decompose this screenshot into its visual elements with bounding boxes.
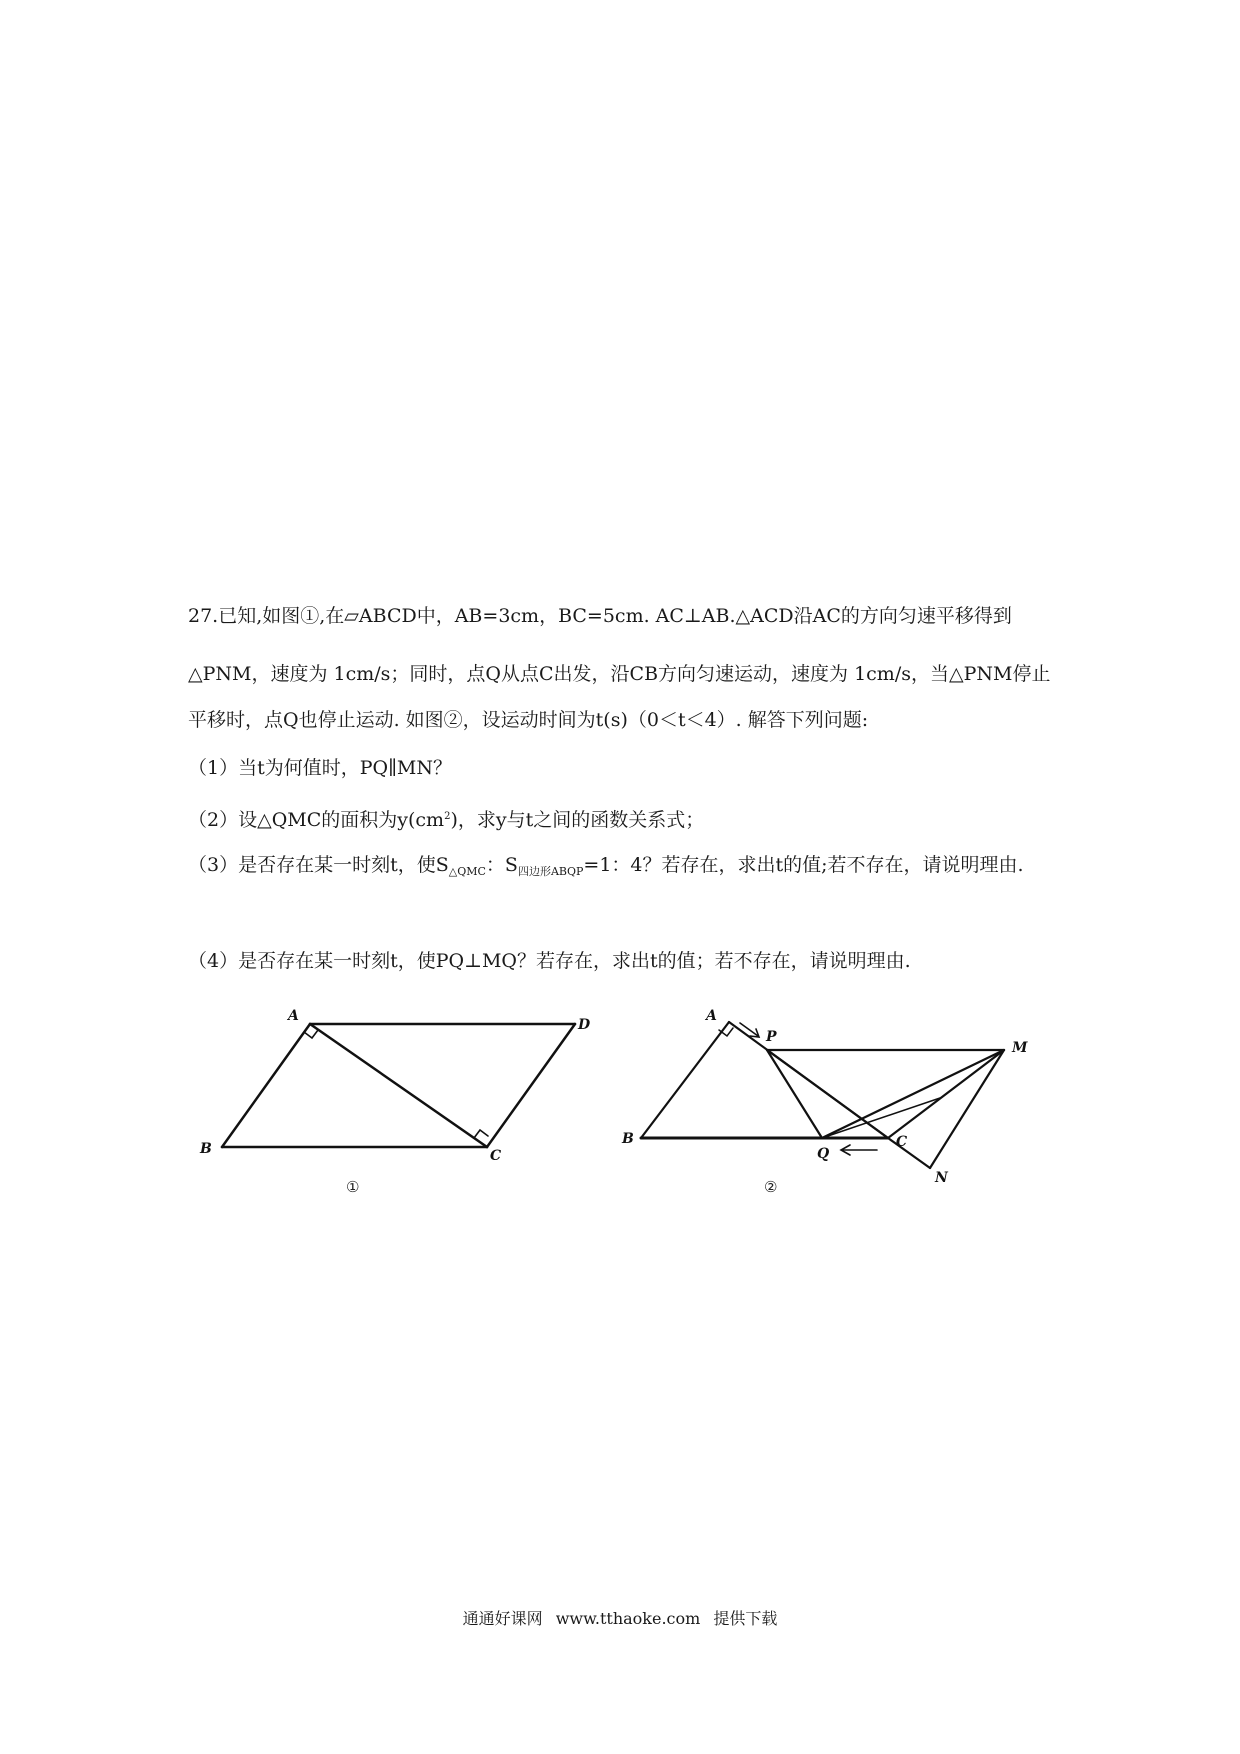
question-4: （4）是否存在某一时刻t，使PQ⊥MQ？若存在，求出t的值；若不存在，请说明理由.	[188, 950, 911, 972]
question-2: （2）设△QMC的面积为$y(cm^2)$，求y与t之间的函数关系式；	[188, 809, 705, 831]
arrow-p-shaft	[740, 1023, 758, 1036]
label-b: B	[200, 1141, 212, 1157]
label-m: M	[1012, 1040, 1028, 1056]
label-q: Q	[817, 1146, 830, 1162]
segment-cm	[888, 1050, 1004, 1138]
right-angle-c	[474, 1130, 488, 1138]
label-d: D	[578, 1017, 591, 1033]
footer-url[interactable]: www.tthaoke.com	[555, 1609, 701, 1628]
label-c: C	[896, 1134, 908, 1150]
question-1: （1）当t为何值时，PQ∥MN？	[188, 757, 452, 779]
segment-pq	[767, 1050, 822, 1138]
segment-cd	[487, 1024, 575, 1147]
segment-ac	[310, 1024, 487, 1147]
label-a: A	[288, 1008, 299, 1024]
segment-ab	[641, 1022, 729, 1138]
page-footer	[0, 1606, 1240, 1629]
problem-line-3: 平移时，点Q也停止运动. 如图②，设运动时间为t(s)（0＜t＜4）. 解答下列问题:	[188, 709, 869, 731]
label-p: P	[766, 1029, 777, 1045]
problem-line-1: 27.已知,如图①,在▱ABCD中，AB=3cm，BC=5cm. AC⊥AB.△ACD沿AC的方向匀速平移得到	[188, 605, 1012, 627]
segment-cn	[888, 1138, 930, 1168]
problem-line-2: △PNM，速度为 1cm/s；同时，点Q从点C出发，沿CB方向匀速运动，速度为 1cm/s，当△PNM停止	[188, 663, 1051, 685]
segment-ab	[222, 1024, 310, 1147]
label-b: B	[622, 1131, 634, 1147]
label-n: N	[935, 1170, 948, 1186]
question-3: （3）是否存在某一时刻t，使$S_{\triangle QMC}$：$S_{四边形ABQP}=1$：4？若存在，求出t的值;若不存在，请说明理由.	[188, 854, 1024, 878]
figure-2-caption: ②	[764, 1178, 778, 1196]
label-a: A	[706, 1008, 717, 1024]
figure-1-parallelogram	[190, 1000, 620, 1200]
label-c: C	[490, 1148, 502, 1164]
footer-suffix: 提供下载	[713, 1609, 778, 1628]
segment-pc	[767, 1050, 888, 1138]
figure-1-caption: ①	[346, 1178, 360, 1196]
figure-2-translation	[620, 1000, 1040, 1200]
footer-site-name: 通通好课网	[462, 1609, 543, 1628]
right-angle-a	[719, 1028, 733, 1036]
